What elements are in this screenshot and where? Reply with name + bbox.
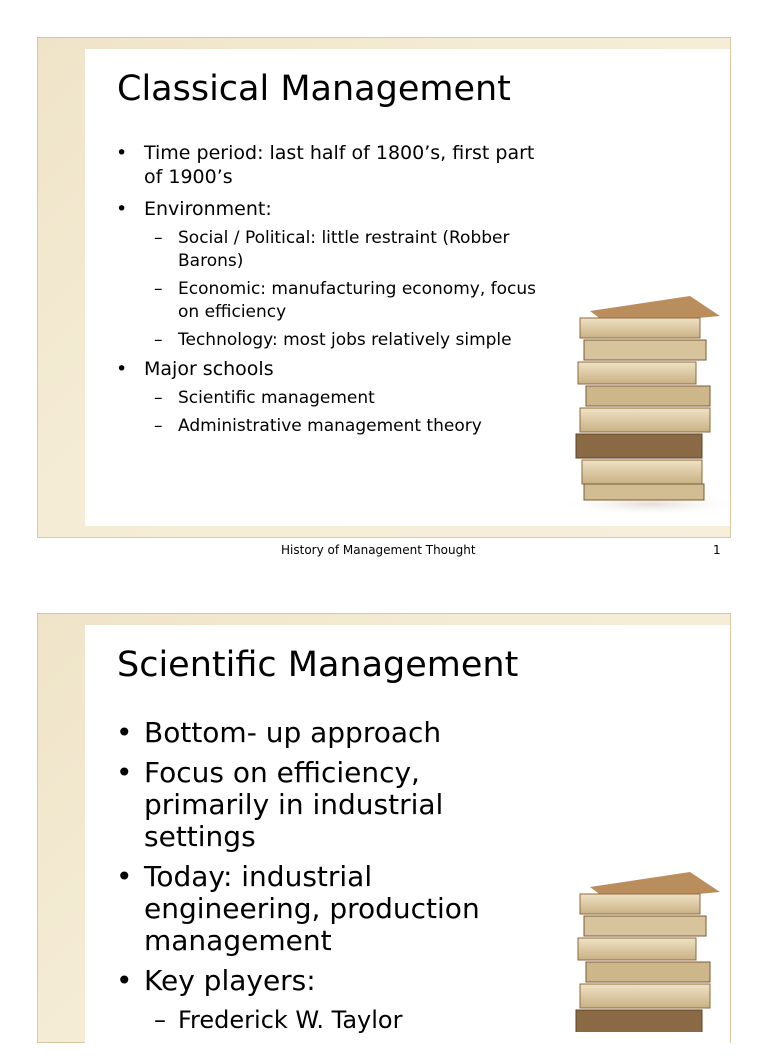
bullet-item: • Key players: (116, 965, 536, 997)
bullet-item: • Today: industrial engineering, production management (116, 861, 536, 957)
bullet-list (116, 717, 536, 1035)
slide-number: 1 (713, 543, 721, 557)
sub-bullet-item: – Frederick W. Taylor (116, 1005, 536, 1035)
slide-2 (37, 613, 731, 1043)
books-image (570, 286, 730, 516)
bullet-item: • Focus on efficiency, primarily in industrial settings (116, 757, 536, 853)
bullet-item: • Environment: (116, 197, 546, 221)
slide-footer: History of Management Thought (281, 543, 476, 557)
books-image (570, 862, 730, 1032)
sub-bullet-item: – Scientific management (116, 387, 546, 410)
slide-title: Scientific Management (117, 645, 519, 685)
slide-1 (37, 37, 731, 538)
sub-bullet-item: – Economic: manufacturing economy, focus on efficiency (116, 278, 546, 324)
bullet-item: • Bottom- up approach (116, 717, 536, 749)
sub-bullet-item: – Social / Political: little restraint (Robber Barons) (116, 227, 546, 273)
slide-title: Classical Management (117, 69, 511, 109)
bullet-item: • Time period: last half of 1800’s, first part of 1900’s (116, 141, 546, 189)
sub-bullet-item: – Administrative management theory (116, 415, 546, 438)
bullet-list (116, 141, 546, 443)
bullet-item: • Major schools (116, 357, 546, 381)
sub-bullet-item: – Technology: most jobs relatively simple (116, 329, 546, 352)
